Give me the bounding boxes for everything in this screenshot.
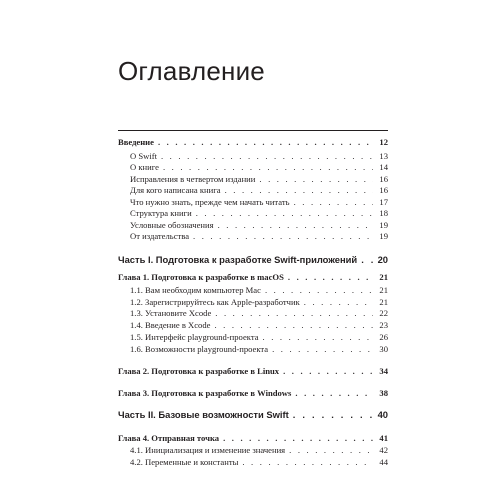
toc-subentry[interactable] bbox=[118, 320, 388, 331]
toc-page-number: 16 bbox=[379, 174, 388, 184]
toc-entry[interactable] bbox=[118, 433, 388, 444]
toc-entry-label: Структура книги bbox=[130, 208, 192, 218]
toc-subentry[interactable] bbox=[118, 445, 388, 456]
toc-entry-label: Введение bbox=[118, 137, 154, 147]
dot-leader bbox=[215, 308, 373, 319]
toc-entry-label: Часть I. Подготовка к разработке Swift-приложений bbox=[118, 254, 358, 265]
toc-subentry[interactable] bbox=[118, 344, 388, 355]
dot-leader bbox=[218, 220, 373, 231]
toc-page-number: 21 bbox=[379, 272, 388, 282]
toc-subentry[interactable] bbox=[118, 231, 388, 242]
toc-entry-label: 1.2. Зарегистрируйтесь как Apple-разработчик bbox=[130, 297, 300, 307]
dot-leader bbox=[259, 174, 373, 185]
toc-part-entry[interactable] bbox=[118, 254, 388, 265]
toc-entry-label: 1.3. Установите Xcode bbox=[130, 308, 212, 318]
toc-entry-label: Что нужно знать, прежде чем начать читать bbox=[130, 197, 290, 207]
toc-entry-label: О книге bbox=[130, 162, 159, 172]
dot-leader bbox=[304, 297, 373, 308]
toc-subentry[interactable] bbox=[118, 308, 388, 319]
dot-leader bbox=[161, 151, 373, 162]
dot-leader bbox=[263, 332, 373, 343]
toc-page-number: 18 bbox=[379, 208, 388, 218]
toc-page-number: 17 bbox=[379, 197, 388, 207]
dot-leader bbox=[272, 344, 373, 355]
toc-entry-label: О Swift bbox=[130, 151, 157, 161]
dot-leader bbox=[193, 231, 373, 242]
toc-page-number: 38 bbox=[379, 388, 388, 398]
dot-leader bbox=[225, 185, 373, 196]
dot-leader bbox=[242, 457, 373, 468]
dot-leader bbox=[163, 162, 373, 173]
toc-page-number: 12 bbox=[379, 137, 388, 147]
toc-subentry[interactable] bbox=[118, 457, 388, 468]
toc-entry-label: Условные обозначения bbox=[130, 220, 214, 230]
toc-page-number: 13 bbox=[379, 151, 388, 161]
toc-subentry[interactable] bbox=[118, 285, 388, 296]
dot-leader bbox=[288, 272, 373, 283]
toc-page-number: 26 bbox=[379, 332, 388, 342]
dot-leader bbox=[289, 445, 373, 456]
dot-leader bbox=[294, 197, 373, 208]
toc-entry[interactable] bbox=[118, 388, 388, 399]
toc-page-number: 42 bbox=[379, 445, 388, 455]
toc-page-number: 20 bbox=[377, 254, 388, 265]
toc-page-number: 40 bbox=[377, 409, 388, 420]
toc-page-number: 22 bbox=[379, 308, 388, 318]
dot-leader bbox=[265, 285, 373, 296]
toc-entry-label: Для кого написана книга bbox=[130, 185, 221, 195]
toc-entry-label: 1.4. Введение в Xcode bbox=[130, 320, 211, 330]
toc-entry-label: Глава 4. Отправная точка bbox=[118, 433, 220, 443]
toc-subentry[interactable] bbox=[118, 197, 388, 208]
toc-page-number: 16 bbox=[379, 185, 388, 195]
toc-subentry[interactable] bbox=[118, 297, 388, 308]
dot-leader bbox=[293, 409, 373, 420]
divider bbox=[118, 130, 388, 131]
toc-page-number: 41 bbox=[379, 433, 388, 443]
toc-subentry[interactable] bbox=[118, 208, 388, 219]
dot-leader bbox=[295, 388, 373, 399]
toc-page-number: 19 bbox=[379, 231, 388, 241]
toc-subentry[interactable] bbox=[118, 162, 388, 173]
dot-leader bbox=[158, 137, 373, 148]
toc-entry-label: 1.1. Вам необходим компьютер Mac bbox=[130, 285, 261, 295]
toc-page-number: 44 bbox=[379, 457, 388, 467]
toc-page-number: 34 bbox=[379, 366, 388, 376]
toc-part-entry[interactable] bbox=[118, 409, 388, 420]
toc-entry[interactable] bbox=[118, 137, 388, 148]
toc-subentry[interactable] bbox=[118, 185, 388, 196]
dot-leader bbox=[283, 366, 373, 377]
toc-page-number: 14 bbox=[379, 162, 388, 172]
toc-entry-label: 4.2. Переменные и константы bbox=[130, 457, 239, 467]
toc-entry[interactable] bbox=[118, 272, 388, 283]
toc-entry-label: От издательства bbox=[130, 231, 190, 241]
toc-entry[interactable] bbox=[118, 366, 388, 377]
dot-leader bbox=[214, 320, 373, 331]
toc-subentry[interactable] bbox=[118, 151, 388, 162]
toc-page-number: 19 bbox=[379, 220, 388, 230]
dot-leader bbox=[361, 254, 373, 265]
toc-entry-label: Часть II. Базовые возможности Swift bbox=[118, 409, 289, 420]
toc-subentry[interactable] bbox=[118, 174, 388, 185]
dot-leader bbox=[196, 208, 373, 219]
toc-entry-label: 1.5. Интерфейс playground-проекта bbox=[130, 332, 259, 342]
toc-page-number: 30 bbox=[379, 344, 388, 354]
toc-entry-label: Глава 1. Подготовка к разработке в macOS bbox=[118, 272, 284, 282]
toc-subentry[interactable] bbox=[118, 332, 388, 343]
dot-leader bbox=[223, 433, 373, 444]
toc-page-number: 21 bbox=[379, 285, 388, 295]
toc-entry-label: Глава 3. Подготовка к разработке в Windows bbox=[118, 388, 292, 398]
toc-entry-label: 1.6. Возможности playground-проекта bbox=[130, 344, 269, 354]
toc-subentry[interactable] bbox=[118, 220, 388, 231]
page-title: Оглавление bbox=[118, 56, 265, 86]
toc-entry-label: Исправления в четвертом издании bbox=[130, 174, 256, 184]
toc-entry-label: Глава 2. Подготовка к разработке в Linux bbox=[118, 366, 280, 376]
toc-entry-label: 4.1. Инициализация и изменение значения bbox=[130, 445, 286, 455]
toc-page-number: 21 bbox=[379, 297, 388, 307]
toc-page-number: 23 bbox=[379, 320, 388, 330]
